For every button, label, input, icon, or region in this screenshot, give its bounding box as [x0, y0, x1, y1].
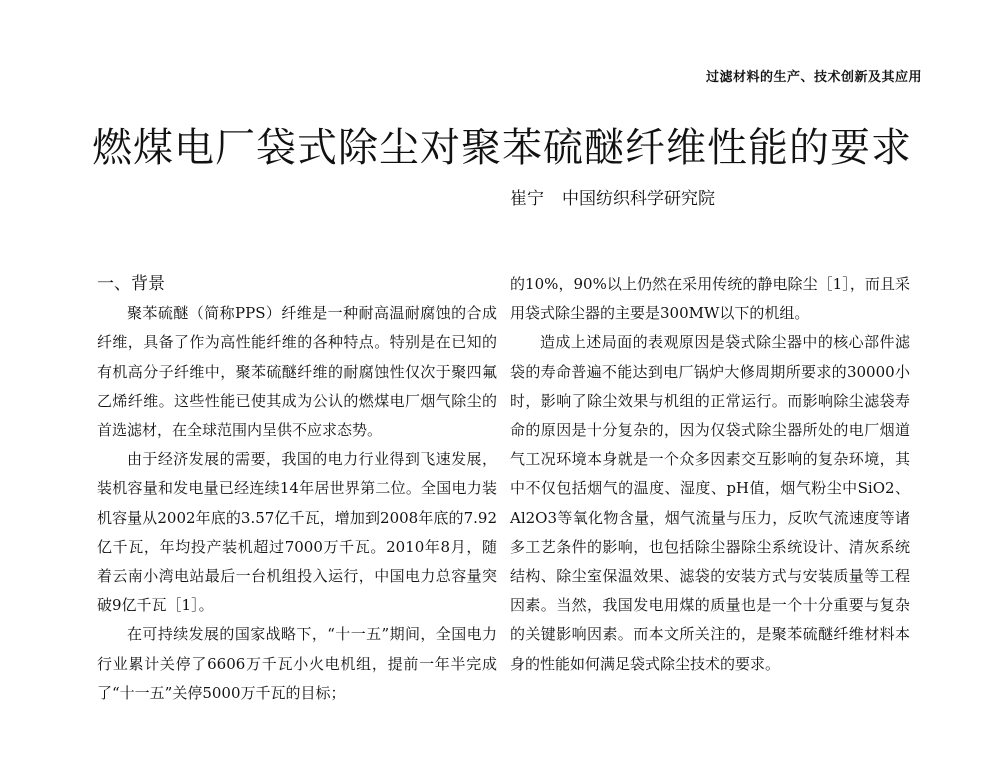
- author-name: 崔宁: [510, 189, 544, 209]
- section-heading: 一、背景: [97, 274, 165, 294]
- paragraph: 由于经济发展的需要，我国的电力行业得到飞速发展，装机容量和发电量已经连续14年居世界第二位。全国电力装机容量从2002年底的3.57亿千瓦，增加到2008年底的7.92亿千瓦，年均投产装机超过7000万千瓦。2010年8月，随着云南小湾电站最后一台机组投入运行，中国电力总容量突破9亿千瓦［1］。: [97, 450, 497, 615]
- byline: [510, 184, 715, 209]
- running-header: 过滤材料的生产、技术创新及其应用: [705, 70, 922, 85]
- left-column: [97, 270, 497, 708]
- author-affiliation: 中国纺织科学研究院: [562, 189, 715, 209]
- paper-title: 燃煤电厂袋式除尘对聚苯硫醚纤维性能的要求: [92, 125, 912, 171]
- paragraph: 在可持续发展的国家战略下，“十一五”期间，全国电力行业累计关停了6606万千瓦小火电机组，提前一年半完成了“十一五”关停5000万千瓦的目标；: [97, 625, 497, 702]
- paragraph: 造成上述局面的表观原因是袋式除尘器中的核心部件滤袋的寿命普遍不能达到电厂锅炉大修周期所要求的30000小时，影响了除尘效果与机组的正常运行。而影响除尘滤袋寿命的原因是十分复杂的，因为仅袋式除尘器所处的电厂烟道气工况环境本身就是一个众多因素交互影响的复杂环境，其中不仅包括烟气的温度、湿度、pH值，烟气粉尘中SiO2、Al2O3等氧化物含量，烟气流量与压力，反吹气流速度等诸多工艺条件的影响，也包括除尘器除尘系统设计、清灰系统结构、除尘室保温效果、滤袋的安装方式与安装质量等工程因素。当然，我国发电用煤的质量也是一个十分重要与复杂的关键影响因素。而本文所关注的，是聚苯硫醚纤维材料本身的性能如何满足袋式除尘技术的要求。: [510, 333, 910, 673]
- right-column: [510, 270, 910, 679]
- paragraph-continued: 的10%，90%以上仍然在采用传统的静电除尘［1］，而且采用袋式除尘器的主要是300MW以下的机组。: [510, 275, 910, 323]
- paragraph: 聚苯硫醚（简称PPS）纤维是一种耐高温耐腐蚀的合成纤维，具备了作为高性能纤维的各种特点。特别是在已知的有机高分子纤维中，聚苯硫醚纤维的耐腐蚀性仅次于聚四氟乙烯纤维。这些性能已使其成为公认的燃煤电厂烟气除尘的首选滤材，在全球范围内呈供不应求态势。: [97, 304, 497, 440]
